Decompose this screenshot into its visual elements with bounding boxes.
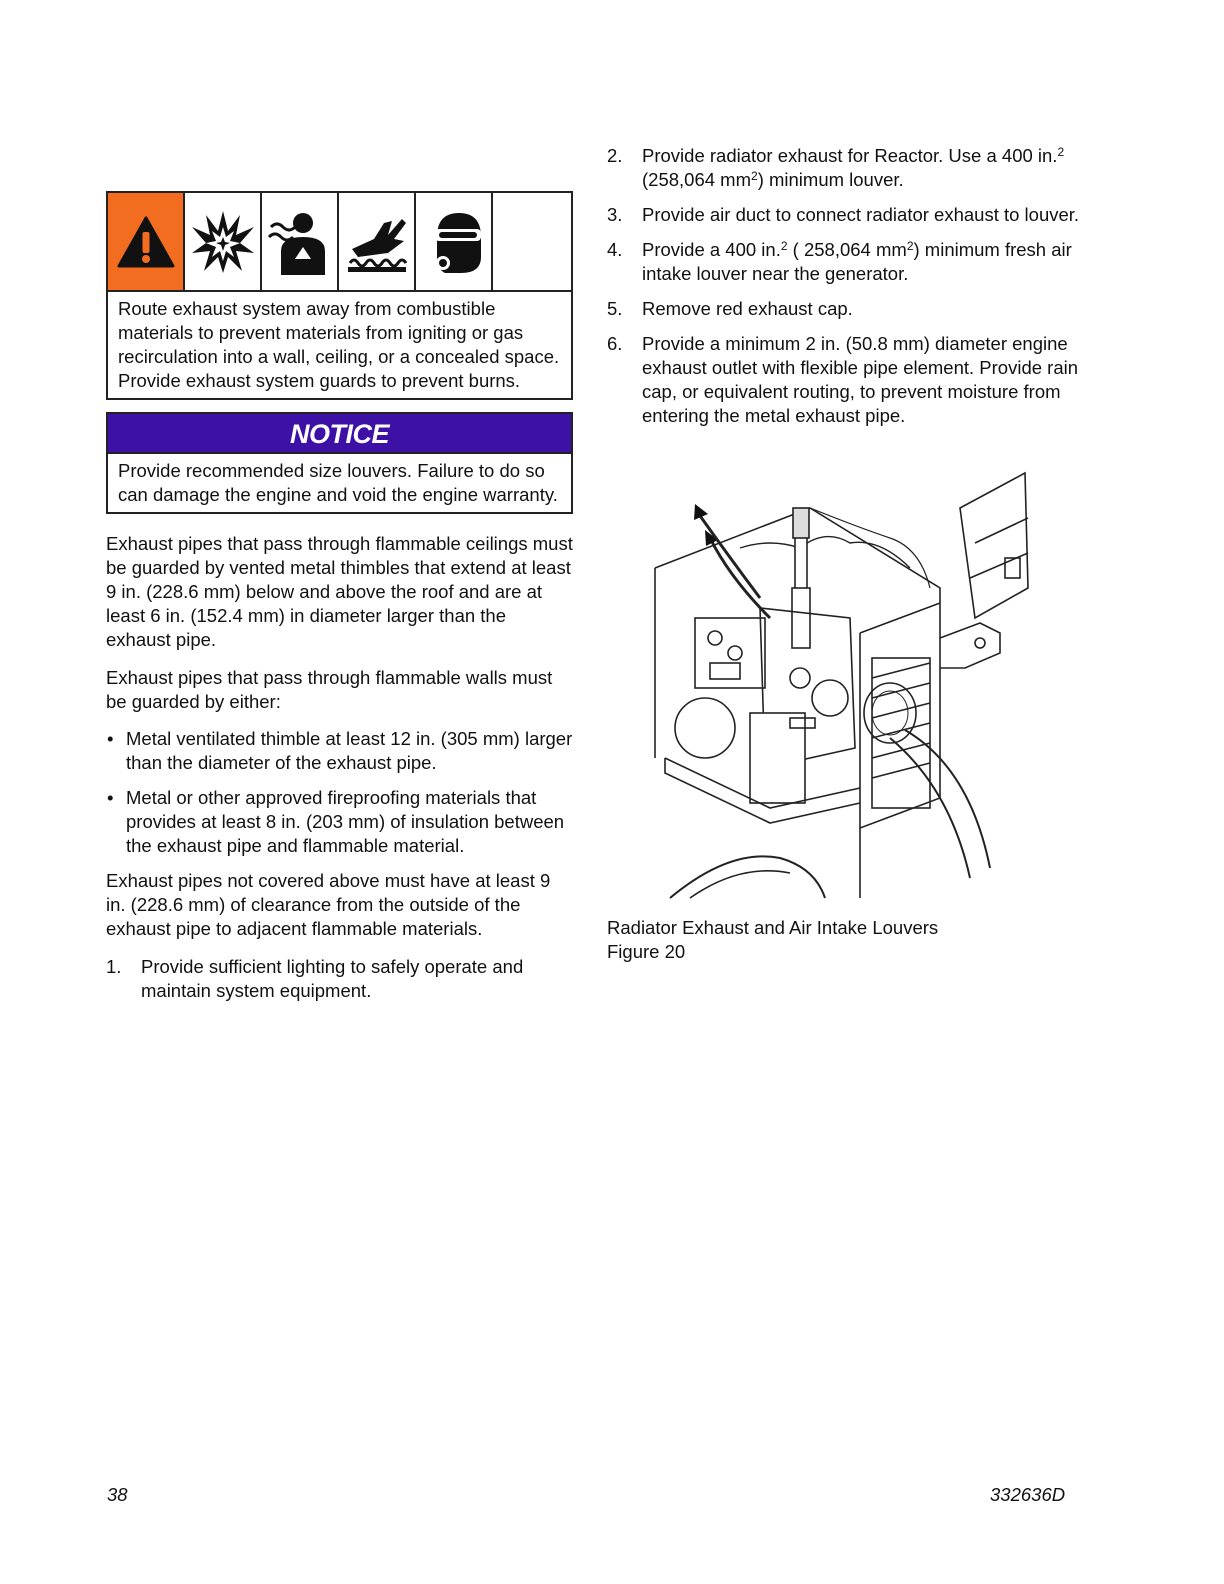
step-text: Provide a 400 in.$^2$ ( 258,064 $mm^2$) minimum fresh air intake louver near the generator. [642,239,1072,284]
figure-caption [607,916,938,964]
generator-enclosure-illustration [650,468,1030,900]
step-item [607,297,1087,321]
step-number: 6. [607,333,623,354]
notice-text-box [108,454,571,512]
step-item [607,203,1087,227]
warning-triangle-icon [108,193,185,290]
ceiling-paragraph: Exhaust pipes that pass through flammable ceilings must be guarded by vented metal thimbles that extend at least 9 in. (228.6 mm) below and above the roof and are at least 6 in. (152.4 mm) in diameter larger than the exhaust pipe. [106,533,573,650]
step-text: Provide radiator exhaust for Reactor. Use a 400 in.$^2$ (258,064 $mm^2$) minimum louver. [642,145,1065,190]
step-number: 3. [607,204,623,225]
walls-bullet-list [106,727,574,858]
step-number: 2. [607,145,623,166]
step-item [607,238,1087,286]
clearance-paragraph: Exhaust pipes not covered above must have at least 9 in. (228.6 mm) of clearance from the outside of the exhaust pipe to adjacent flammable materials. [106,870,551,939]
list-item: • Metal or other approved fireproofing materials that provides at least 8 in. (203 mm) of insulation between the exhaust pipe and flammable material. [106,786,574,858]
steps-list-right [607,144,1087,428]
walls-paragraph: Exhaust pipes that pass through flammable walls must be guarded by either: [106,667,553,712]
step-number: 5. [607,298,623,319]
warning-text: Route exhaust system away from combustible materials to prevent materials from igniting or gas recirculation into a wall, ceiling, or a concealed space. Provide exhaust system guards to prevent burns. [118,298,560,391]
step-text: Provide sufficient lighting to safely operate and maintain system equipment. [141,956,524,1001]
toxic-fumes-icon [262,193,339,290]
ppe-face-shield-icon [416,193,493,290]
right-column [607,144,1087,439]
notice-text: Provide recommended size louvers. Failure to do so can damage the engine and void the engine warranty. [118,460,558,505]
hot-surface-burn-icon [339,193,416,290]
step-number: 1. [106,956,122,977]
step-text: Remove red exhaust cap. [642,298,853,319]
step-item [106,955,574,1003]
figure-number: Figure 20 [607,941,686,962]
figure-caption-title: Radiator Exhaust and Air Intake Louvers [607,917,939,938]
step-item [607,144,1087,192]
list-item: • Metal ventilated thimble at least 12 in. (305 mm) larger than the diameter of the exhaust pipe. [106,727,574,775]
page-number: 38 [107,1484,128,1505]
steps-list-left [106,955,574,1003]
warning-icon-row [108,193,571,292]
step-text: Provide a minimum 2 in. (50.8 mm) diameter engine exhaust outlet with flexible pipe element. Provide rain cap, or equivalent routing, to prevent moisture from entering the metal exhaust pipe. [642,333,1079,426]
notice-box [106,412,573,514]
warning-text-box [108,292,571,398]
notice-title: NOTICE [108,414,571,454]
step-text: Provide air duct to connect radiator exhaust to louver. [642,204,1080,225]
step-item [607,332,1087,428]
step-number: 4. [607,239,623,260]
empty-icon-cell [493,193,571,290]
document-number: 332636D [990,1484,1066,1505]
warning-box [106,191,573,400]
left-column [106,191,574,1014]
explosion-icon [185,193,262,290]
